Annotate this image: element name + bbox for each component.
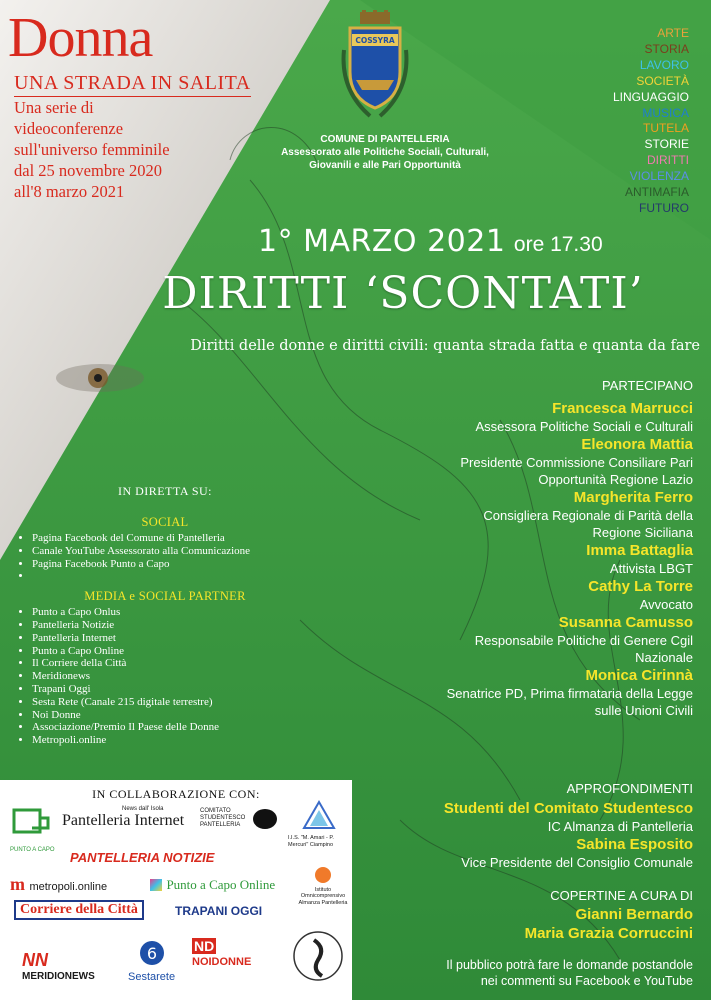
participant-role: Responsabile Politiche di Genere Cgil [474,633,693,648]
event-time: ore 17.30 [513,233,603,256]
meridionews-logo [22,950,95,982]
theme-item: ARTE [657,26,689,40]
logo-text: PUNTO A CAPO [10,847,55,853]
logo-text: I.I.S. "M. Amari - P. Mercuri" Ciampino [288,835,334,848]
media-item: • Pantelleria Notizie [32,619,320,632]
participant-role: Senatrice PD, Prima firmataria della Legge [446,686,693,701]
approfondimenti-role: IC Almanza di Pantelleria [547,819,693,834]
copertine-section [525,887,693,943]
trapani-oggi-logo: TRAPANI OGGI [175,904,263,918]
participant-name: Francesca Marrucci [552,400,693,417]
participant-role: Presidente Commissione Consiliare Pari [460,455,693,470]
media-item: • Pantelleria Internet [32,632,320,645]
puntoacapo-icon [10,808,54,842]
participant-name: Cathy La Torre [588,578,693,595]
theme-item: FUTURO [639,200,689,215]
participant-role: Nazionale [635,650,693,665]
istituto-logo [296,866,350,906]
puntoacapo-online-icon [150,879,162,891]
copertine-name: Gianni Bernardo [575,906,693,923]
meridionews-icon: NN [22,950,48,970]
media-list [10,606,320,747]
event-subtitle: Diritti delle donne e diritti civili: quanta strada fatta e quanta da fare [190,338,700,354]
collab-heading: IN COLLABORAZIONE CON: [92,787,260,801]
media-item: • Sesta Rete (Canale 215 digitale terrestre) [32,696,320,709]
theme-item: LAVORO [639,57,689,72]
participant-role: Opportunità Regione Lazio [538,472,693,487]
iis-triangle-icon [302,800,336,830]
logo-text: Sestarete [128,971,176,983]
event-datetime [258,224,698,259]
series-line: videoconferenze [14,119,124,138]
participant-role: Assessora Politiche Sociali e Culturali [475,419,693,434]
paese-donne-logo [292,930,344,987]
logo-text: MERIDIONEWS [22,971,95,982]
approfondimenti-name: Studenti del Comitato Studentesco [443,800,693,817]
logo-text: COMITATO STUDENTESCO PANTELLERIA [200,808,246,828]
approfondimenti-section [444,780,693,871]
copertine-name: Maria Grazia Corruccini [524,925,693,942]
media-item: • Punto a Capo Online [32,645,320,658]
organizer-dept: Giovanili e alle Pari Opportunità [309,160,461,171]
media-item: • Il Corriere della Città [32,657,320,670]
series-line: all'8 marzo 2021 [14,182,125,201]
sestarete-logo [128,940,175,983]
live-section [10,484,320,747]
participant-name: Margherita Ferro [573,489,693,506]
theme-item: MUSICA [642,105,689,120]
event-title: DIRITTI ‘SCONTATI’ [162,268,644,319]
social-item: • Pagina Facebook Punto a Capo [32,558,320,571]
theme-item: ANTIMAFIA [624,185,689,200]
social-list [10,532,320,583]
media-item: • Trapani Oggi [32,683,320,696]
comitato-blot-icon [252,808,278,830]
organizer-block [250,133,520,172]
participant-role: Consigliera Regionale di Parità della [483,508,693,523]
logo-text: Pantelleria Internet [62,812,185,829]
theme-item: STORIA [644,41,689,56]
public-note [446,957,693,989]
social-heading: SOCIAL [141,515,189,529]
metropoli-icon: m [10,874,25,894]
social-item: • Canale YouTube Assessorato alla Comunicazione [32,545,320,558]
live-heading: IN DIRETTA SU: [117,484,213,498]
theme-item: VIOLENZA [629,169,689,184]
participants-section [447,377,693,719]
logo-text: metropoli.online [29,881,108,893]
logo-text: NOIDONNE [192,956,252,968]
series-line: sull'universo femminile [14,140,170,159]
puntoacapo-logo [10,808,55,853]
participant-name: Susanna Camusso [558,614,693,631]
approfondimenti-name: Sabina Esposito [576,836,693,853]
series-line: dal 25 novembre 2020 [14,161,163,180]
cossyra-crest-icon [340,10,410,120]
pantelleria-notizie-logo: PANTELLERIA NOTIZIE [70,850,215,865]
note-line: nei commenti su Facebook e YouTube [480,974,693,988]
poster-title: Donna [8,7,153,69]
sestarete-icon [139,940,165,966]
media-item: • Metropoli.online [32,734,320,747]
approfondimenti-heading: APPROFONDIMENTI [566,781,693,796]
iis-logo [288,800,350,848]
social-item [32,570,320,583]
logo-text: Punto a Capo Online [166,876,276,892]
crest-label: COSSYRA [355,36,395,45]
theme-item: DIRITTI [647,153,689,168]
participant-role: Regione Siciliana [592,525,693,540]
corriere-logo: Corriere della Città [14,900,144,920]
organizer-name: COMUNE DI PANTELLERIA [320,134,450,145]
media-item: • Meridionews [32,670,320,683]
organizer-dept: Assessorato alle Politiche Sociali, Culturali, [281,147,489,158]
istituto-icon [314,866,332,884]
participant-name: Eleonora Mattia [581,436,693,453]
note-line: Il pubblico potrà fare le domande postandole [446,958,693,972]
social-item: • Pagina Facebook del Comune di Pantelleria [32,532,320,545]
themes-list [613,26,689,217]
poster-tagline: UNA STRADA IN SALITA [14,72,251,97]
participant-name: Imma Battaglia [586,542,693,559]
collaboration-panel [0,780,352,1000]
event-date: 1° MARZO 2021 [258,224,506,259]
approfondimenti-role: Vice Presidente del Consiglio Comunale [461,855,693,870]
media-heading: MEDIA e SOCIAL PARTNER [84,589,246,604]
theme-item: LINGUAGGIO [612,89,689,104]
series-description [14,97,214,202]
participant-role: sulle Unioni Civili [594,703,693,718]
participants-heading: PARTECIPANO [601,378,693,393]
series-line: Una serie di [14,98,94,117]
comitato-logo [200,808,280,829]
participant-role: Attivista LBGT [609,561,693,576]
pantelleria-internet-logo [62,806,184,830]
participant-name: Monica Cirinnà [585,667,693,684]
svg-text:6: 6 [146,944,157,963]
participant-role: Avvocato [639,597,693,612]
media-item: • Punto a Capo Onlus [32,606,320,619]
copertine-heading: COPERTINE A CURA DI [550,888,693,903]
theme-item: STORIE [644,137,689,152]
media-item: • Noi Donne [32,709,320,722]
paese-donne-icon [292,930,344,982]
logo-text: News dall' Isola [122,806,164,812]
logo-text: Istituto Omnicomprensivo Almanza Pantelleria [298,886,348,906]
noidonne-icon: ND [194,938,215,954]
theme-item: SOCIETÀ [636,73,689,88]
metropoli-logo [10,874,107,895]
puntoacapo-online-logo [150,876,275,894]
media-item: • Associazione/Premio Il Paese delle Donne [32,721,320,734]
noidonne-logo [192,938,251,968]
theme-item: TUTELA [642,121,689,136]
